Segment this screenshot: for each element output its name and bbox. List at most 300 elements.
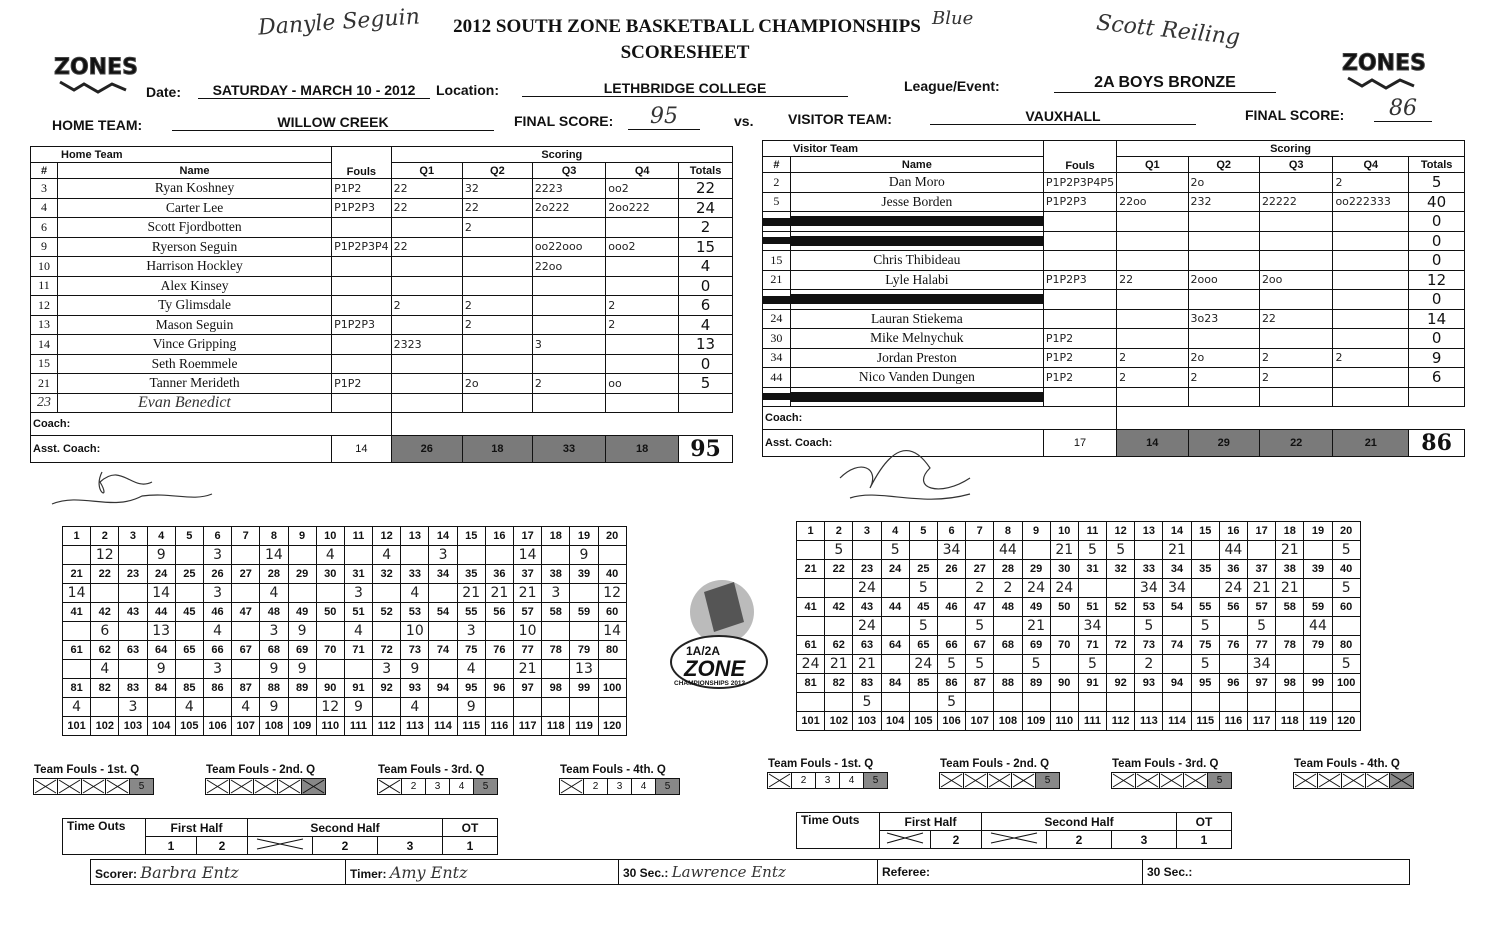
visitor-player-name: Dan Moro — [790, 173, 1043, 193]
home-score-player: 4 — [175, 698, 203, 717]
visitor-player-q4-points — [1333, 368, 1409, 388]
visitor-foul-box — [939, 772, 964, 789]
home-foul-box — [205, 778, 230, 795]
visitor-score-number: 2 — [825, 522, 853, 541]
visitor-foul-box — [767, 772, 792, 789]
home-score-number: 50 — [316, 603, 344, 622]
visitor-foul-box — [1183, 772, 1208, 789]
visitor-score-player: 5 — [966, 617, 994, 636]
visitor-score-number: 7 — [966, 522, 994, 541]
visitor-score-player — [1219, 655, 1247, 674]
home-score-number: 52 — [373, 603, 401, 622]
visitor-score-player — [1107, 579, 1135, 598]
home-running-score-grid — [62, 526, 627, 736]
home-score-player — [316, 660, 344, 679]
home-score-number: 25 — [175, 565, 203, 584]
home-foul-box: 4 — [631, 778, 656, 795]
home-score-player — [175, 584, 203, 603]
visitor-player-q3-points — [1259, 251, 1333, 271]
visitor-player-name — [790, 212, 1043, 232]
sec30-value: Lawrence Entz — [671, 863, 786, 881]
home-score-number: 40 — [598, 565, 626, 584]
home-timeouts-label: Time Outs — [63, 819, 146, 855]
home-score-number: 104 — [147, 717, 175, 736]
visitor-team-label: VISITOR TEAM: — [788, 111, 892, 127]
home-player-q1-points: 22 — [391, 198, 462, 218]
home-score-player: 3 — [344, 584, 372, 603]
visitor-player-q3-points — [1259, 212, 1333, 232]
home-foul-box — [559, 778, 584, 795]
home-score-player — [344, 660, 372, 679]
visitor-q1-header: Q1 — [1117, 157, 1188, 173]
home-score-player — [401, 546, 429, 565]
sec30-label: 30 Sec.: — [623, 866, 669, 880]
visitor-score-player: 5 — [1248, 617, 1276, 636]
home-score-number: 66 — [203, 641, 231, 660]
visitor-score-number: 115 — [1191, 712, 1219, 731]
visitor-score-player — [1078, 693, 1106, 712]
visitor-score-number: 70 — [1050, 636, 1078, 655]
home-score-player: 9 — [457, 698, 485, 717]
home-score-player — [485, 622, 513, 641]
visitor-player-number — [763, 212, 791, 232]
visitor-coach-label: Coach: — [765, 412, 803, 424]
visitor-score-player: 5 — [825, 541, 853, 560]
home-score-number: 77 — [514, 641, 542, 660]
home-score-number: 95 — [457, 679, 485, 698]
visitor-score-number: 95 — [1191, 674, 1219, 693]
home-score-player — [232, 546, 260, 565]
home-player-row — [31, 218, 733, 238]
visitor-foul-box — [1011, 772, 1036, 789]
home-team-fouls-q1 — [34, 764, 154, 795]
home-player-q2-points: 22 — [462, 198, 532, 218]
visitor-score-number: 87 — [966, 674, 994, 693]
visitor-final-score: 86 — [1374, 96, 1432, 122]
visitor-score-player — [797, 617, 825, 636]
home-score-number: 72 — [373, 641, 401, 660]
visitor-foul-box — [1293, 772, 1318, 789]
visitor-score-player: 24 — [853, 617, 881, 636]
visitor-player-fouls: P1P2P3 — [1043, 192, 1116, 212]
home-foul-box — [301, 778, 326, 795]
visitor-player-q1-points: 22oo — [1117, 192, 1188, 212]
home-player-total: 24 — [679, 198, 733, 218]
home-player-q4-points: 2 — [606, 296, 679, 316]
visitor-score-number: 53 — [1135, 598, 1163, 617]
home-score-player — [232, 622, 260, 641]
home-foul-box — [253, 778, 278, 795]
visitor-score-number: 83 — [853, 674, 881, 693]
visitor-score-number: 4 — [881, 522, 909, 541]
visitor-player-q3-points: 22222 — [1259, 192, 1333, 212]
visitor-score-number: 36 — [1219, 560, 1247, 579]
fouls-header: Fouls — [332, 147, 392, 179]
home-score-number: 42 — [91, 603, 119, 622]
visitor-score-number: 103 — [853, 712, 881, 731]
home-player-q4-points: oo — [606, 374, 679, 394]
visitor-score-player: 21 — [1163, 541, 1191, 560]
visitor-score-number: 23 — [853, 560, 881, 579]
home-score-number: 51 — [344, 603, 372, 622]
visitor-score-number: 31 — [1078, 560, 1106, 579]
visitor-score-number: 77 — [1248, 636, 1276, 655]
visitor-score-player — [1135, 693, 1163, 712]
home-player-number: 10 — [31, 257, 58, 277]
visitor-score-number: 68 — [994, 636, 1022, 655]
visitor-player-fouls: P1P2 — [1043, 329, 1116, 349]
home-score-number: 105 — [175, 717, 203, 736]
visitor-score-player — [937, 579, 965, 598]
visitor-score-player: 21 — [1276, 579, 1304, 598]
home-score-player: 4 — [344, 622, 372, 641]
home-player-q1-points — [391, 276, 462, 296]
visitor-score-number: 82 — [825, 674, 853, 693]
visitor-score-player — [966, 693, 994, 712]
visitor-player-q4-points — [1333, 290, 1409, 310]
handwritten-blue: Blue — [932, 8, 974, 29]
visitor-team-fouls-q2 — [940, 758, 1060, 789]
visitor-player-name — [790, 387, 1043, 407]
home-player-row — [31, 354, 733, 374]
visitor-score-number: 43 — [853, 598, 881, 617]
home-score-number: 92 — [373, 679, 401, 698]
home-score-number: 65 — [175, 641, 203, 660]
visitor-score-number: 117 — [1248, 712, 1276, 731]
visitor-num-header: # — [763, 157, 791, 173]
home-score-player: 4 — [260, 584, 288, 603]
home-score-player — [542, 546, 570, 565]
visitor-score-number: 15 — [1191, 522, 1219, 541]
visitor-score-number: 98 — [1276, 674, 1304, 693]
visitor-score-player — [825, 579, 853, 598]
visitor-score-player — [1163, 617, 1191, 636]
home-score-number: 83 — [119, 679, 147, 698]
home-score-number: 22 — [91, 565, 119, 584]
home-player-row — [31, 315, 733, 335]
home-score-number: 59 — [570, 603, 598, 622]
home-q1-total: 26 — [391, 436, 462, 463]
home-player-q1-points — [391, 257, 462, 277]
home-score-number: 18 — [542, 527, 570, 546]
home-player-number: 21 — [31, 374, 58, 394]
visitor-score-player: 21 — [1022, 617, 1050, 636]
visitor-score-player — [825, 617, 853, 636]
home-player-fouls: P1P2 — [332, 179, 392, 199]
q1-header: Q1 — [391, 163, 462, 179]
visitor-score-number: 71 — [1078, 636, 1106, 655]
visitor-score-player — [1219, 617, 1247, 636]
visitor-score-player: 5 — [1191, 617, 1219, 636]
home-score-number: 115 — [457, 717, 485, 736]
home-player-fouls — [332, 354, 392, 374]
home-score-number: 88 — [260, 679, 288, 698]
visitor-foul-box: 4 — [839, 772, 864, 789]
visitor-player-name — [790, 290, 1043, 310]
visitor-player-fouls — [1043, 290, 1116, 310]
home-player-name: Ryan Koshney — [58, 179, 332, 199]
visitor-timeouts-table: Time Outs First Half Second Half OT 2 2 3 1 — [796, 812, 1232, 849]
home-player-number: 13 — [31, 315, 58, 335]
home-score-number: 47 — [232, 603, 260, 622]
visitor-score-number: 120 — [1332, 712, 1360, 731]
home-score-player: 21 — [514, 584, 542, 603]
visitor-score-player: 2 — [994, 579, 1022, 598]
championship-logo — [664, 572, 774, 696]
visitor-score-number: 61 — [797, 636, 825, 655]
visitor-score-number: 113 — [1135, 712, 1163, 731]
home-score-number: 29 — [288, 565, 316, 584]
visitor-first-half-label: First Half — [880, 813, 982, 831]
home-score-player: 10 — [401, 622, 429, 641]
visitor-score-player — [881, 693, 909, 712]
visitor-player-row — [763, 270, 1465, 290]
home-score-number: 62 — [91, 641, 119, 660]
home-score-number: 96 — [485, 679, 513, 698]
visitor-score-number: 104 — [881, 712, 909, 731]
home-player-q1-points — [391, 354, 462, 374]
visitor-q3-header: Q3 — [1259, 157, 1333, 173]
visitor-player-q1-points — [1117, 309, 1188, 329]
visitor-player-rows — [763, 173, 1465, 407]
visitor-player-q2-points: 2ooo — [1188, 270, 1259, 290]
home-foul-box — [229, 778, 254, 795]
home-grand-total: 95 — [679, 436, 733, 463]
visitor-score-player: 2 — [1135, 655, 1163, 674]
visitor-grand-total: 86 — [1409, 430, 1465, 457]
home-q2-total: 18 — [462, 436, 532, 463]
visitor-second-half-label: Second Half — [982, 813, 1177, 831]
visitor-score-number: 60 — [1332, 598, 1360, 617]
home-score-player: 3 — [457, 622, 485, 641]
visitor-score-player — [1332, 617, 1360, 636]
home-player-name: Harrison Hockley — [58, 257, 332, 277]
home-score-number: 49 — [288, 603, 316, 622]
visitor-player-row — [763, 231, 1465, 251]
home-score-player — [175, 622, 203, 641]
visitor-score-player: 24 — [1022, 579, 1050, 598]
home-player-fouls — [332, 393, 392, 413]
home-score-number: 23 — [119, 565, 147, 584]
home-roster-table — [30, 146, 733, 463]
home-score-player: 14 — [598, 622, 626, 641]
q2-header: Q2 — [462, 163, 532, 179]
home-player-row — [31, 179, 733, 199]
visitor-player-q4-points — [1333, 212, 1409, 232]
home-score-number: 80 — [598, 641, 626, 660]
home-score-number: 113 — [401, 717, 429, 736]
home-score-player — [570, 584, 598, 603]
home-score-number: 108 — [260, 717, 288, 736]
home-player-row — [31, 296, 733, 316]
visitor-player-name: Lyle Halabi — [790, 270, 1043, 290]
visitor-score-player — [909, 541, 937, 560]
home-score-player: 9 — [288, 622, 316, 641]
home-score-player: 12 — [91, 546, 119, 565]
home-player-name: Tanner Merideth — [58, 374, 332, 394]
home-foul-box — [277, 778, 302, 795]
visitor-score-number: 46 — [937, 598, 965, 617]
home-score-number: 87 — [232, 679, 260, 698]
home-player-q2-points — [462, 237, 532, 257]
visitor-score-player: 24 — [1050, 579, 1078, 598]
home-score-number: 107 — [232, 717, 260, 736]
home-player-q2-points — [462, 393, 532, 413]
home-asst-coach-label: Asst. Coach: — [33, 443, 101, 455]
home-score-player — [373, 622, 401, 641]
home-score-player: 14 — [147, 584, 175, 603]
home-score-player: 13 — [147, 622, 175, 641]
home-score-number: 5 — [175, 527, 203, 546]
visitor-score-number: 96 — [1219, 674, 1247, 693]
visitor-score-number: 64 — [881, 636, 909, 655]
visitor-score-player — [881, 655, 909, 674]
referee-label: Referee: — [882, 865, 931, 879]
home-score-player: 3 — [203, 660, 231, 679]
redaction-bar — [790, 216, 1043, 226]
home-player-total: 13 — [679, 335, 733, 355]
home-foul-box: 4 — [449, 778, 474, 795]
visitor-score-number: 6 — [937, 522, 965, 541]
home-score-player: 3 — [203, 584, 231, 603]
home-player-total: 15 — [679, 237, 733, 257]
visitor-score-player: 21 — [853, 655, 881, 674]
home-score-number: 112 — [373, 717, 401, 736]
home-player-row — [31, 237, 733, 257]
home-score-number: 7 — [232, 527, 260, 546]
q3-header: Q3 — [532, 163, 605, 179]
visitor-score-player — [825, 693, 853, 712]
visitor-score-number: 92 — [1107, 674, 1135, 693]
home-foul-box: 3 — [425, 778, 450, 795]
home-player-q2-points — [462, 257, 532, 277]
home-player-q3-points: 2 — [532, 374, 605, 394]
home-score-number: 38 — [542, 565, 570, 584]
visitor-player-q1-points — [1117, 290, 1188, 310]
visitor-score-number: 11 — [1078, 522, 1106, 541]
visitor-player-total: 0 — [1409, 212, 1465, 232]
visitor-player-number: 2 — [763, 173, 791, 193]
home-score-number: 114 — [429, 717, 457, 736]
visitor-score-number: 116 — [1219, 712, 1247, 731]
visitor-score-number: 9 — [1022, 522, 1050, 541]
home-score-number: 11 — [344, 527, 372, 546]
visitor-score-player: 5 — [909, 617, 937, 636]
home-player-q4-points — [606, 257, 679, 277]
home-score-number: 73 — [401, 641, 429, 660]
visitor-player-number: 34 — [763, 348, 791, 368]
home-player-total — [679, 393, 733, 413]
visitor-player-q3-points: 2 — [1259, 348, 1333, 368]
scorer-value: Barbra Entz — [140, 862, 239, 882]
visitor-player-fouls: P1P2 — [1043, 348, 1116, 368]
home-player-q3-points: 2223 — [532, 179, 605, 199]
visitor-score-player: 44 — [1219, 541, 1247, 560]
visitor-score-number: 29 — [1022, 560, 1050, 579]
visitor-score-number: 50 — [1050, 598, 1078, 617]
home-player-fouls — [332, 276, 392, 296]
home-score-number: 3 — [119, 527, 147, 546]
home-score-player — [429, 622, 457, 641]
visitor-score-player — [937, 617, 965, 636]
home-player-number: 12 — [31, 296, 58, 316]
visitor-score-player: 34 — [937, 541, 965, 560]
home-player-q2-points: 2o — [462, 374, 532, 394]
visitor-score-number: 109 — [1022, 712, 1050, 731]
visitor-score-number: 59 — [1304, 598, 1332, 617]
home-foul-box — [57, 778, 82, 795]
visitor-asst-coach-label: Asst. Coach: — [765, 437, 833, 449]
svg-text:ZONES: ZONES — [54, 55, 138, 80]
visitor-score-player — [1078, 579, 1106, 598]
home-team-label: HOME TEAM: — [52, 117, 143, 133]
visitor-score-player: 5 — [937, 655, 965, 674]
home-score-number: 79 — [570, 641, 598, 660]
location-label: Location: — [436, 82, 499, 98]
visitor-foul-box — [1365, 772, 1390, 789]
home-player-q2-points: 2 — [462, 218, 532, 238]
home-team-fouls-total: 14 — [332, 436, 392, 463]
visitor-score-player: 34 — [1135, 579, 1163, 598]
visitor-score-number: 44 — [881, 598, 909, 617]
visitor-score-player: 21 — [1248, 579, 1276, 598]
visitor-score-number: 14 — [1163, 522, 1191, 541]
home-score-number: 10 — [316, 527, 344, 546]
home-player-q3-points: 3 — [532, 335, 605, 355]
home-score-number: 74 — [429, 641, 457, 660]
home-team-fouls-label: Team Fouls - 1st. Q — [34, 764, 140, 776]
home-score-number: 30 — [316, 565, 344, 584]
home-score-player — [542, 660, 570, 679]
home-score-player — [91, 698, 119, 717]
visitor-foul-box — [963, 772, 988, 789]
visitor-score-player: 24 — [1219, 579, 1247, 598]
visitor-score-number: 84 — [881, 674, 909, 693]
home-score-number: 94 — [429, 679, 457, 698]
home-player-q1-points — [391, 218, 462, 238]
visitor-score-player — [1332, 693, 1360, 712]
visitor-player-q1-points: 2 — [1117, 348, 1188, 368]
home-score-player: 4 — [232, 698, 260, 717]
visitor-score-number: 38 — [1276, 560, 1304, 579]
home-score-player: 14 — [514, 546, 542, 565]
home-score-player: 3 — [260, 622, 288, 641]
home-team-fouls-label: Team Fouls - 3rd. Q — [378, 764, 485, 776]
home-score-player — [429, 584, 457, 603]
visitor-player-total: 0 — [1409, 290, 1465, 310]
home-player-fouls: P1P2P3 — [332, 198, 392, 218]
visitor-score-number: 55 — [1191, 598, 1219, 617]
visitor-player-fouls — [1043, 387, 1116, 407]
home-score-number: 103 — [119, 717, 147, 736]
visitor-name-header: Name — [790, 157, 1043, 173]
visitor-score-player — [1304, 541, 1332, 560]
visitor-player-total: 9 — [1409, 348, 1465, 368]
logo-line-2: ZONE — [684, 656, 746, 681]
home-score-number: 46 — [203, 603, 231, 622]
visitor-score-number: 3 — [853, 522, 881, 541]
page-subtitle: SCORESHEET — [620, 42, 750, 63]
home-score-player: 14 — [63, 584, 91, 603]
visitor-score-number: 47 — [966, 598, 994, 617]
visitor-player-q2-points: 2o — [1188, 348, 1259, 368]
visitor-score-player — [1276, 655, 1304, 674]
visitor-team-fouls-label: Team Fouls - 2nd. Q — [940, 758, 1050, 770]
visitor-running-score-grid — [796, 521, 1361, 731]
home-score-number: 54 — [429, 603, 457, 622]
visitor-score-player — [1248, 541, 1276, 560]
visitor-score-number: 78 — [1276, 636, 1304, 655]
